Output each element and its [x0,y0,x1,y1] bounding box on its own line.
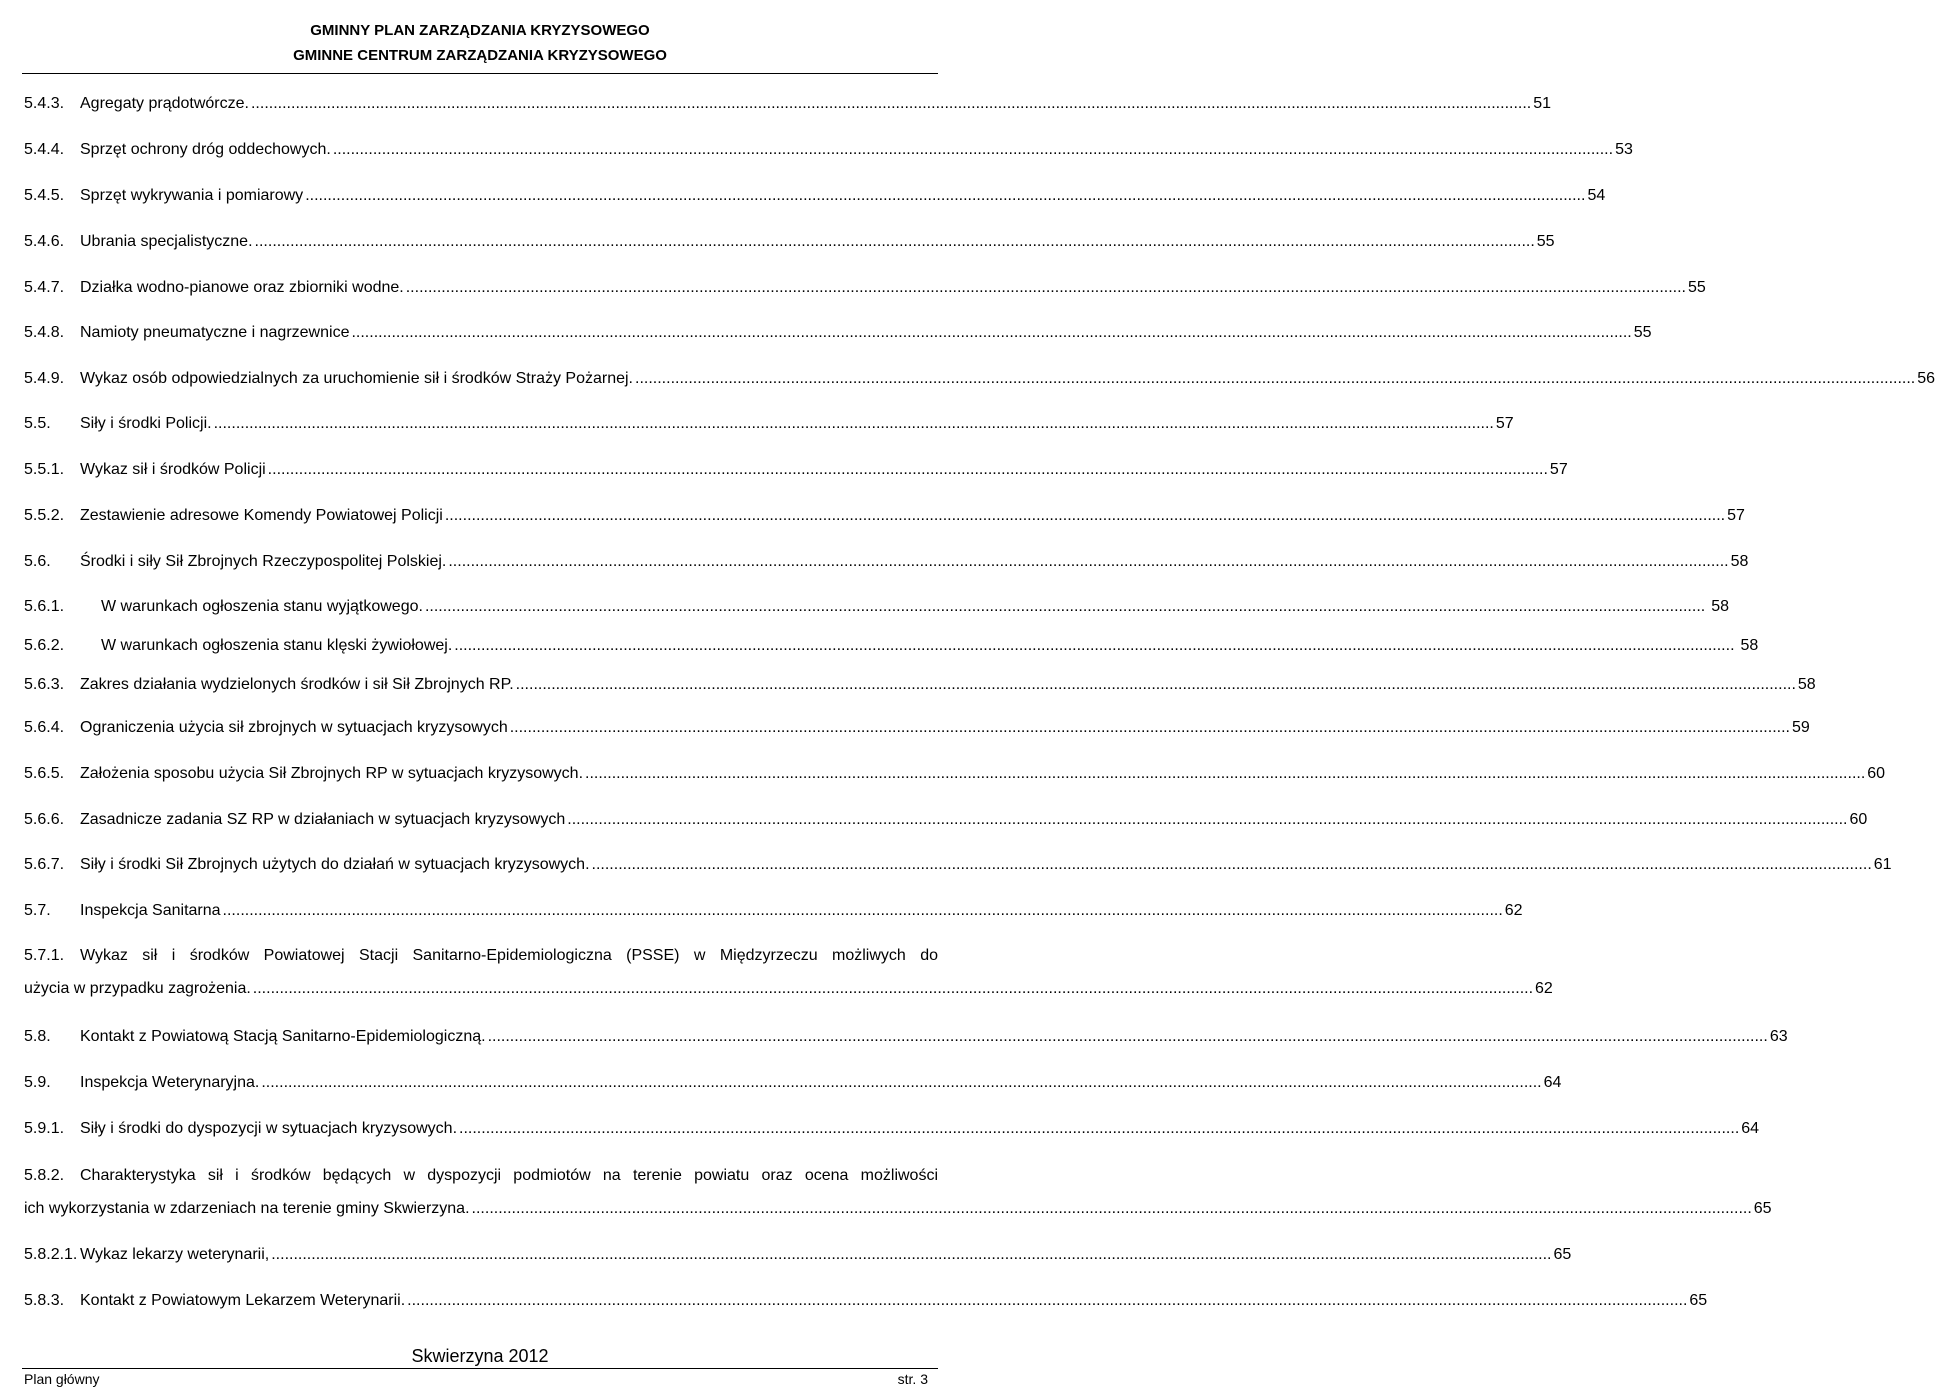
toc-dot-leader [592,853,1872,877]
toc-dot-leader [445,504,1725,528]
toc-item[interactable] [24,138,1633,162]
footer-city-year: Skwierzyna 2012 [411,1346,549,1366]
footer-document-name: Plan główny [24,1371,100,1387]
toc-item-title: Wykaz sił i środków Powiatowej Stacji Sanitarno-Epidemiologiczna (PSSE) w Międzyrzeczu możliwych do [80,947,938,964]
toc-item-number: 5.4.9. [24,370,65,387]
toc-item-page: 57 [1495,415,1514,432]
toc-item-title: W warunkach ogłoszenia stanu klęski żywiołowej. [101,637,453,654]
toc-item-number: 5.5.2. [24,507,65,524]
toc-item-title: Wykaz sił i środków Policji [80,461,266,478]
toc-item-page: 62 [1535,980,1553,997]
footer-rule [22,1368,938,1369]
toc-item-number: 5.6. [24,553,51,570]
toc-item[interactable] [24,716,1810,740]
toc-item-page: 65 [1753,1200,1772,1217]
toc-item-title: Środki i siły Sił Zbrojnych Rzeczypospolitej Polskiej. [80,553,447,570]
toc-item-title: Założenia sposobu użycia Sił Zbrojnych RP w sytuacjach kryzysowych. [80,765,584,782]
toc-item[interactable] [24,944,938,968]
toc-dot-leader [407,1289,1687,1313]
toc-item[interactable] [24,1117,1760,1141]
toc-item[interactable] [24,550,1749,574]
toc-item[interactable] [24,853,1892,877]
toc-dot-leader [510,716,1790,740]
toc-item-page: 58 [1740,637,1759,654]
toc-item-title: Agregaty prądotwórcze. [80,95,249,112]
toc-item-number: 5.6.6. [24,811,65,828]
toc-item-page: 57 [1727,507,1745,524]
toc-item[interactable] [24,230,1555,254]
toc-dot-leader [635,367,1915,391]
toc-item-number: 5.9. [24,1074,51,1091]
toc-item-title: Inspekcja Weterynaryjna. [80,1074,260,1091]
toc-item-page: 65 [1689,1292,1708,1309]
toc-item[interactable] [24,412,1514,436]
toc-item-title: Kontakt z Powiatową Stacją Sanitarno-Epidemiologiczną. [80,1028,486,1045]
toc-dot-leader [255,230,1535,254]
toc-item-title: Sprzęt wykrywania i pomiarowy [80,187,304,204]
toc-item-title: Zestawienie adresowe Komendy Powiatowej Policji [80,507,443,524]
toc-item-title-continuation: użycia w przypadku zagrożenia. [24,980,251,997]
toc-item-number: 5.8. [24,1028,51,1045]
toc-item-number: 5.6.1. [24,598,65,615]
toc-dot-leader [223,899,1503,923]
toc-dot-leader [268,458,1548,482]
toc-item-page: 53 [1615,141,1633,158]
toc-item[interactable] [24,321,1652,345]
toc-dot-leader [305,184,1585,208]
toc-item-number: 5.6.3. [24,676,65,693]
toc-item-number: 5.8.2. [24,1167,65,1184]
toc-item[interactable] [24,595,1729,619]
toc-item-title: Ograniczenia użycia sił zbrojnych w sytuacjach kryzysowych [80,719,508,736]
toc-item-page: 61 [1873,856,1892,873]
toc-item[interactable] [24,1071,1562,1095]
toc-dot-leader [406,276,1686,300]
toc-item-number: 5.6.2. [24,637,65,654]
footer-page-number: str. 3 [897,1371,928,1387]
toc-item-page: 55 [1633,324,1652,341]
toc-item-page: 64 [1543,1074,1562,1091]
toc-item-number: 5.4.8. [24,324,65,341]
toc-item-title: Siły i środki Policji. [80,415,212,432]
toc-item-continuation[interactable] [24,1197,1772,1221]
toc-item-page: 55 [1536,233,1555,250]
toc-item-number: 5.4.4. [24,141,65,158]
toc-item-page: 59 [1791,719,1810,736]
toc-item[interactable] [24,762,1886,786]
toc-item[interactable] [24,1164,938,1188]
toc-item-number: 5.4.6. [24,233,65,250]
toc-item-title: Siły i środki do dyspozycji w sytuacjach kryzysowych. [80,1120,458,1137]
toc-item-number: 5.6.7. [24,856,65,873]
toc-item-title: Charakterystyka sił i środków będących w dyspozycji podmiotów na terenie powiatu oraz ocena możliwości [80,1167,938,1184]
toc-item-page: 57 [1549,461,1568,478]
toc-item-page: 63 [1769,1028,1788,1045]
toc-item-title: W warunkach ogłoszenia stanu wyjątkowego. [101,598,423,615]
toc-item-number: 5.7.1. [24,947,65,964]
toc-dot-leader [472,1197,1752,1221]
toc-item-page: 65 [1553,1246,1572,1263]
toc-dot-leader [567,808,1847,832]
toc-item[interactable] [24,367,1935,391]
header-line-2: GMINNE CENTRUM ZARZĄDZANIA KRYZYSOWEGO [293,47,667,64]
toc-item-title: Namioty pneumatyczne i nagrzewnice [80,324,350,341]
toc-item-title: Wykaz osób odpowiedzialnych za uruchomienie sił i środków Straży Pożarnej. [80,370,633,387]
toc-dot-leader [488,1025,1768,1049]
toc-dot-leader [454,634,1734,658]
toc-item-title: Kontakt z Powiatowym Lekarzem Weterynarii. [80,1292,406,1309]
toc-item-page: 60 [1867,765,1886,782]
toc-item-title: Inspekcja Sanitarna [80,902,221,919]
toc-dot-leader [333,138,1613,162]
toc-item-page: 56 [1917,370,1935,387]
toc-item[interactable] [24,1289,1708,1313]
toc-item[interactable] [24,504,1745,528]
toc-dot-leader [214,412,1494,436]
toc-item[interactable] [24,92,1552,116]
toc-item-continuation[interactable] [24,977,1553,1001]
header-rule [22,73,938,74]
toc-dot-leader [251,92,1531,116]
page-header [0,18,960,68]
toc-item-page: 58 [1711,598,1729,615]
toc-item-number: 5.8.3. [24,1292,65,1309]
toc-item-number: 5.4.7. [24,279,65,296]
toc-dot-leader [448,550,1728,574]
toc-item-number: 5.8.2.1. [24,1246,78,1263]
toc-item-page: 60 [1849,811,1868,828]
toc-item-number: 5.4.5. [24,187,65,204]
toc-item-number: 5.5. [24,415,51,432]
toc-item[interactable] [24,1243,1572,1267]
toc-item-title: Działka wodno-pianowe oraz zbiorniki wodne. [80,279,404,296]
toc-item-number: 5.5.1. [24,461,65,478]
toc-item-title: Wykaz lekarzy weterynarii, [80,1246,270,1263]
toc-item-title-continuation: ich wykorzystania w zdarzeniach na terenie gminy Skwierzyna. [24,1200,470,1217]
toc-item-number: 5.9.1. [24,1120,65,1137]
toc-item-title: Zasadnicze zadania SZ RP w działaniach w sytuacjach kryzysowych [80,811,566,828]
toc-dot-leader [585,762,1865,786]
toc-item-number: 5.4.3. [24,95,65,112]
toc-item-page: 54 [1587,187,1606,204]
toc-dot-leader [261,1071,1541,1095]
toc-dot-leader [516,673,1796,697]
toc-item-page: 58 [1797,676,1816,693]
toc-item[interactable] [24,899,1523,923]
toc-item-page: 55 [1687,279,1706,296]
header-line-1: GMINNY PLAN ZARZĄDZANIA KRYZYSOWEGO [310,22,650,39]
toc-item-page: 58 [1730,553,1749,570]
toc-item-page: 64 [1741,1120,1760,1137]
toc-item[interactable] [24,276,1706,300]
toc-dot-leader [425,595,1705,619]
toc-item-title: Zakres działania wydzielonych środków i sił Sił Zbrojnych RP. [80,676,514,693]
toc-item-number: 5.7. [24,902,51,919]
toc-item[interactable] [24,634,1759,658]
toc-item-number: 5.6.5. [24,765,65,782]
toc-dot-leader [271,1243,1551,1267]
toc-item[interactable] [24,808,1868,832]
toc-dot-leader [253,977,1533,1001]
toc-item-title: Siły i środki Sił Zbrojnych użytych do działań w sytuacjach kryzysowych. [80,856,590,873]
toc-item-number: 5.6.4. [24,719,65,736]
toc-dot-leader [351,321,1631,345]
toc-item[interactable] [24,1025,1788,1049]
toc-item-title: Ubrania specjalistyczne. [80,233,253,250]
toc-item-page: 51 [1533,95,1552,112]
toc-item-page: 62 [1504,902,1523,919]
toc-item[interactable] [24,458,1568,482]
toc-item[interactable] [24,184,1606,208]
toc-dot-leader [459,1117,1739,1141]
toc-item-title: Sprzęt ochrony dróg oddechowych. [80,141,331,158]
toc-item[interactable] [24,673,1816,697]
